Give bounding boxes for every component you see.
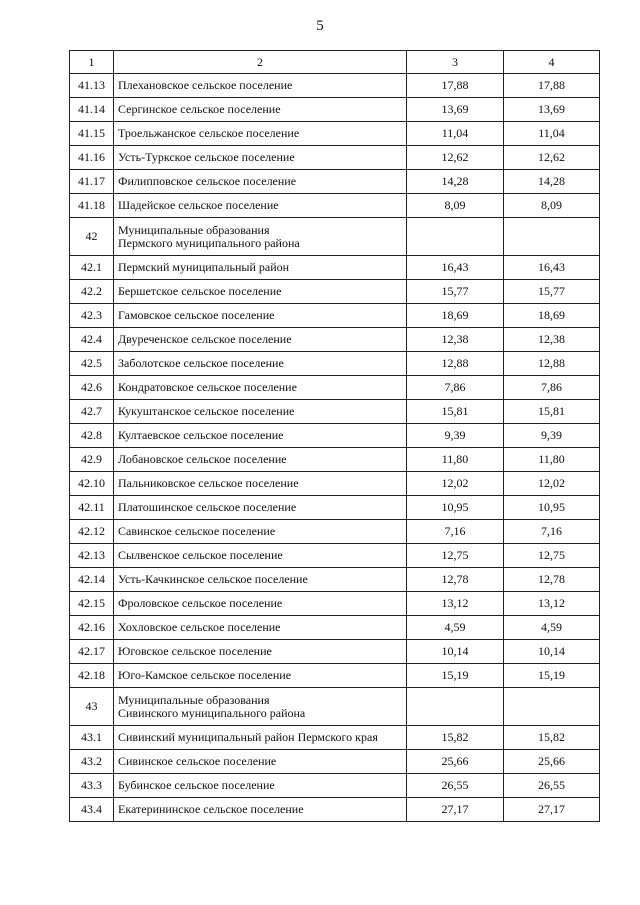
row-name bbox=[114, 774, 407, 798]
table-row bbox=[70, 218, 600, 256]
row-name bbox=[114, 640, 407, 664]
row-value-col4: 18,69 bbox=[504, 304, 600, 328]
column-header-3: 3 bbox=[407, 51, 504, 74]
header-row bbox=[70, 51, 600, 74]
row-value-col3: 10,14 bbox=[407, 640, 504, 664]
table-row bbox=[70, 256, 600, 280]
table-row bbox=[70, 280, 600, 304]
row-number: 42.16 bbox=[70, 616, 114, 640]
table-row bbox=[70, 472, 600, 496]
row-name bbox=[114, 798, 407, 822]
row-number: 41.15 bbox=[70, 122, 114, 146]
row-name bbox=[114, 448, 407, 472]
row-name bbox=[114, 592, 407, 616]
row-name-line: Заболотское сельское поселение bbox=[118, 356, 284, 370]
row-value-col3: 10,95 bbox=[407, 496, 504, 520]
row-number: 43 bbox=[70, 688, 114, 726]
row-number: 43.4 bbox=[70, 798, 114, 822]
row-name bbox=[114, 616, 407, 640]
row-value-col4: 12,78 bbox=[504, 568, 600, 592]
row-value-col4: 10,95 bbox=[504, 496, 600, 520]
row-name-line: Пермский муниципальный район bbox=[118, 260, 290, 274]
row-value-col3: 26,55 bbox=[407, 774, 504, 798]
row-name bbox=[114, 496, 407, 520]
data-table bbox=[69, 50, 600, 822]
table-row bbox=[70, 640, 600, 664]
table-row bbox=[70, 376, 600, 400]
row-name bbox=[114, 664, 407, 688]
table-row bbox=[70, 400, 600, 424]
row-value-col3: 12,38 bbox=[407, 328, 504, 352]
row-name-line: Екатерининское сельское поселение bbox=[118, 802, 304, 816]
row-name-line: Юговское сельское поселение bbox=[118, 644, 272, 658]
table-row bbox=[70, 592, 600, 616]
row-value-col3: 11,80 bbox=[407, 448, 504, 472]
row-name-line: Сергинское сельское поселение bbox=[118, 102, 281, 116]
row-value-col4: 12,02 bbox=[504, 472, 600, 496]
table-row bbox=[70, 616, 600, 640]
row-value-col4: 13,69 bbox=[504, 98, 600, 122]
row-name-line: Сылвенское сельское поселение bbox=[118, 548, 283, 562]
table-row bbox=[70, 664, 600, 688]
table-row bbox=[70, 750, 600, 774]
row-name bbox=[114, 256, 407, 280]
row-value-col3: 17,88 bbox=[407, 74, 504, 98]
row-value-col4: 27,17 bbox=[504, 798, 600, 822]
row-name-line: Пермского муниципального района bbox=[118, 235, 300, 250]
row-name bbox=[114, 194, 407, 218]
row-name-line: Бершетское сельское поселение bbox=[118, 284, 282, 298]
row-number: 41.14 bbox=[70, 98, 114, 122]
row-name-line: Савинское сельское поселение bbox=[118, 524, 276, 538]
table-row bbox=[70, 304, 600, 328]
row-value-col3: 9,39 bbox=[407, 424, 504, 448]
table-row bbox=[70, 496, 600, 520]
row-number: 42.4 bbox=[70, 328, 114, 352]
row-name bbox=[114, 726, 407, 750]
row-name-line: Муниципальные образования bbox=[118, 692, 270, 707]
row-value-col3: 12,02 bbox=[407, 472, 504, 496]
row-number: 41.17 bbox=[70, 170, 114, 194]
row-value-col4: 13,12 bbox=[504, 592, 600, 616]
row-value-col3: 15,81 bbox=[407, 400, 504, 424]
row-value-col4: 8,09 bbox=[504, 194, 600, 218]
row-value-col3: 7,16 bbox=[407, 520, 504, 544]
row-value-col4: 14,28 bbox=[504, 170, 600, 194]
row-name bbox=[114, 424, 407, 448]
row-number: 41.13 bbox=[70, 74, 114, 98]
row-number: 42.13 bbox=[70, 544, 114, 568]
row-name bbox=[114, 170, 407, 194]
row-number: 42.12 bbox=[70, 520, 114, 544]
table-row bbox=[70, 194, 600, 218]
row-name-line: Юго-Камское сельское поселение bbox=[118, 668, 292, 682]
row-number: 42.2 bbox=[70, 280, 114, 304]
row-name-line: Бубинское сельское поселение bbox=[118, 778, 275, 792]
row-number: 42.15 bbox=[70, 592, 114, 616]
row-value-col3: 14,28 bbox=[407, 170, 504, 194]
row-value-col4: 15,19 bbox=[504, 664, 600, 688]
column-header-1: 1 bbox=[70, 51, 114, 74]
table-row bbox=[70, 798, 600, 822]
row-name-line: Лобановское сельское поселение bbox=[118, 452, 287, 466]
row-value-col4: 12,88 bbox=[504, 352, 600, 376]
table-row bbox=[70, 98, 600, 122]
row-value-col4 bbox=[504, 218, 600, 256]
row-name-line: Усть-Качкинское сельское поселение bbox=[118, 572, 308, 586]
row-name bbox=[114, 74, 407, 98]
row-value-col3: 18,69 bbox=[407, 304, 504, 328]
row-value-col3 bbox=[407, 218, 504, 256]
table-row bbox=[70, 424, 600, 448]
row-number: 42.8 bbox=[70, 424, 114, 448]
row-name bbox=[114, 750, 407, 774]
row-number: 42.17 bbox=[70, 640, 114, 664]
row-value-col3: 16,43 bbox=[407, 256, 504, 280]
row-value-col4: 12,62 bbox=[504, 146, 600, 170]
table-body bbox=[70, 74, 600, 822]
table-row bbox=[70, 146, 600, 170]
row-number: 42.5 bbox=[70, 352, 114, 376]
table-row bbox=[70, 774, 600, 798]
row-value-col4: 25,66 bbox=[504, 750, 600, 774]
column-header-2: 2 bbox=[114, 51, 407, 74]
row-number: 43.3 bbox=[70, 774, 114, 798]
row-name-line: Фроловское сельское поселение bbox=[118, 596, 283, 610]
row-value-col3: 13,12 bbox=[407, 592, 504, 616]
table-row bbox=[70, 352, 600, 376]
row-number: 41.18 bbox=[70, 194, 114, 218]
table-row bbox=[70, 568, 600, 592]
row-name-line: Двуреченское сельское поселение bbox=[118, 332, 292, 346]
column-header-4: 4 bbox=[504, 51, 600, 74]
row-name bbox=[114, 544, 407, 568]
table-row bbox=[70, 544, 600, 568]
row-value-col4: 7,16 bbox=[504, 520, 600, 544]
row-number: 42 bbox=[70, 218, 114, 256]
page-number: 5 bbox=[316, 18, 324, 34]
row-name bbox=[114, 472, 407, 496]
row-name bbox=[114, 122, 407, 146]
row-value-col3: 13,69 bbox=[407, 98, 504, 122]
table-row bbox=[70, 122, 600, 146]
table-row bbox=[70, 448, 600, 472]
row-value-col3: 12,88 bbox=[407, 352, 504, 376]
row-name-line: Муниципальные образования bbox=[118, 222, 270, 237]
row-value-col4: 26,55 bbox=[504, 774, 600, 798]
row-name bbox=[114, 400, 407, 424]
row-value-col3: 15,82 bbox=[407, 726, 504, 750]
row-name bbox=[114, 688, 407, 726]
row-value-col3: 8,09 bbox=[407, 194, 504, 218]
row-name bbox=[114, 98, 407, 122]
row-number: 42.3 bbox=[70, 304, 114, 328]
row-number: 41.16 bbox=[70, 146, 114, 170]
row-value-col3: 12,62 bbox=[407, 146, 504, 170]
row-name bbox=[114, 352, 407, 376]
row-name-line: Плехановское сельское поселение bbox=[118, 78, 293, 92]
row-name-line: Сивинского муниципального района bbox=[118, 705, 306, 720]
row-number: 42.1 bbox=[70, 256, 114, 280]
row-name bbox=[114, 568, 407, 592]
row-value-col3: 12,75 bbox=[407, 544, 504, 568]
row-value-col3: 27,17 bbox=[407, 798, 504, 822]
row-name-line: Кондратовское сельское поселение bbox=[118, 380, 297, 394]
row-value-col4: 17,88 bbox=[504, 74, 600, 98]
row-number: 42.9 bbox=[70, 448, 114, 472]
row-value-col4: 9,39 bbox=[504, 424, 600, 448]
row-name-line: Филипповское сельское поселение bbox=[118, 174, 297, 188]
row-name bbox=[114, 376, 407, 400]
row-value-col3: 15,77 bbox=[407, 280, 504, 304]
row-name-line: Усть-Туркское сельское поселение bbox=[118, 150, 295, 164]
row-value-col3 bbox=[407, 688, 504, 726]
row-value-col4: 12,38 bbox=[504, 328, 600, 352]
row-number: 42.6 bbox=[70, 376, 114, 400]
row-number: 42.14 bbox=[70, 568, 114, 592]
row-value-col3: 11,04 bbox=[407, 122, 504, 146]
row-value-col4: 10,14 bbox=[504, 640, 600, 664]
row-number: 43.2 bbox=[70, 750, 114, 774]
row-name-line: Пальниковское сельское поселение bbox=[118, 476, 299, 490]
row-name bbox=[114, 520, 407, 544]
table-row bbox=[70, 726, 600, 750]
row-name-line: Платошинское сельское поселение bbox=[118, 500, 297, 514]
row-name-line: Шадейское сельское поселение bbox=[118, 198, 279, 212]
row-name bbox=[114, 304, 407, 328]
row-value-col4: 7,86 bbox=[504, 376, 600, 400]
table-row bbox=[70, 170, 600, 194]
table-row bbox=[70, 328, 600, 352]
row-value-col3: 4,59 bbox=[407, 616, 504, 640]
row-value-col4: 12,75 bbox=[504, 544, 600, 568]
row-name bbox=[114, 218, 407, 256]
table-row bbox=[70, 74, 600, 98]
row-value-col4: 16,43 bbox=[504, 256, 600, 280]
row-name-line: Сивинское сельское поселение bbox=[118, 754, 277, 768]
row-number: 42.7 bbox=[70, 400, 114, 424]
row-value-col4: 15,77 bbox=[504, 280, 600, 304]
row-number: 42.11 bbox=[70, 496, 114, 520]
row-name-line: Троельжанское сельское поселение bbox=[118, 126, 300, 140]
row-value-col4: 15,82 bbox=[504, 726, 600, 750]
table-row bbox=[70, 520, 600, 544]
row-name-line: Култаевское сельское поселение bbox=[118, 428, 284, 442]
row-value-col4: 11,80 bbox=[504, 448, 600, 472]
row-number: 42.10 bbox=[70, 472, 114, 496]
row-value-col3: 12,78 bbox=[407, 568, 504, 592]
row-name bbox=[114, 328, 407, 352]
row-name bbox=[114, 146, 407, 170]
row-name bbox=[114, 280, 407, 304]
row-name-line: Гамовское сельское поселение bbox=[118, 308, 275, 322]
row-value-col3: 15,19 bbox=[407, 664, 504, 688]
row-value-col4: 15,81 bbox=[504, 400, 600, 424]
row-name-line: Кукуштанское сельское поселение bbox=[118, 404, 295, 418]
row-name-line: Хохловское сельское поселение bbox=[118, 620, 281, 634]
row-name-line: Сивинский муниципальный район Пермского края bbox=[118, 730, 378, 744]
row-value-col3: 7,86 bbox=[407, 376, 504, 400]
row-value-col4: 4,59 bbox=[504, 616, 600, 640]
row-value-col3: 25,66 bbox=[407, 750, 504, 774]
row-value-col4: 11,04 bbox=[504, 122, 600, 146]
row-value-col4 bbox=[504, 688, 600, 726]
row-number: 42.18 bbox=[70, 664, 114, 688]
row-number: 43.1 bbox=[70, 726, 114, 750]
table-row bbox=[70, 688, 600, 726]
